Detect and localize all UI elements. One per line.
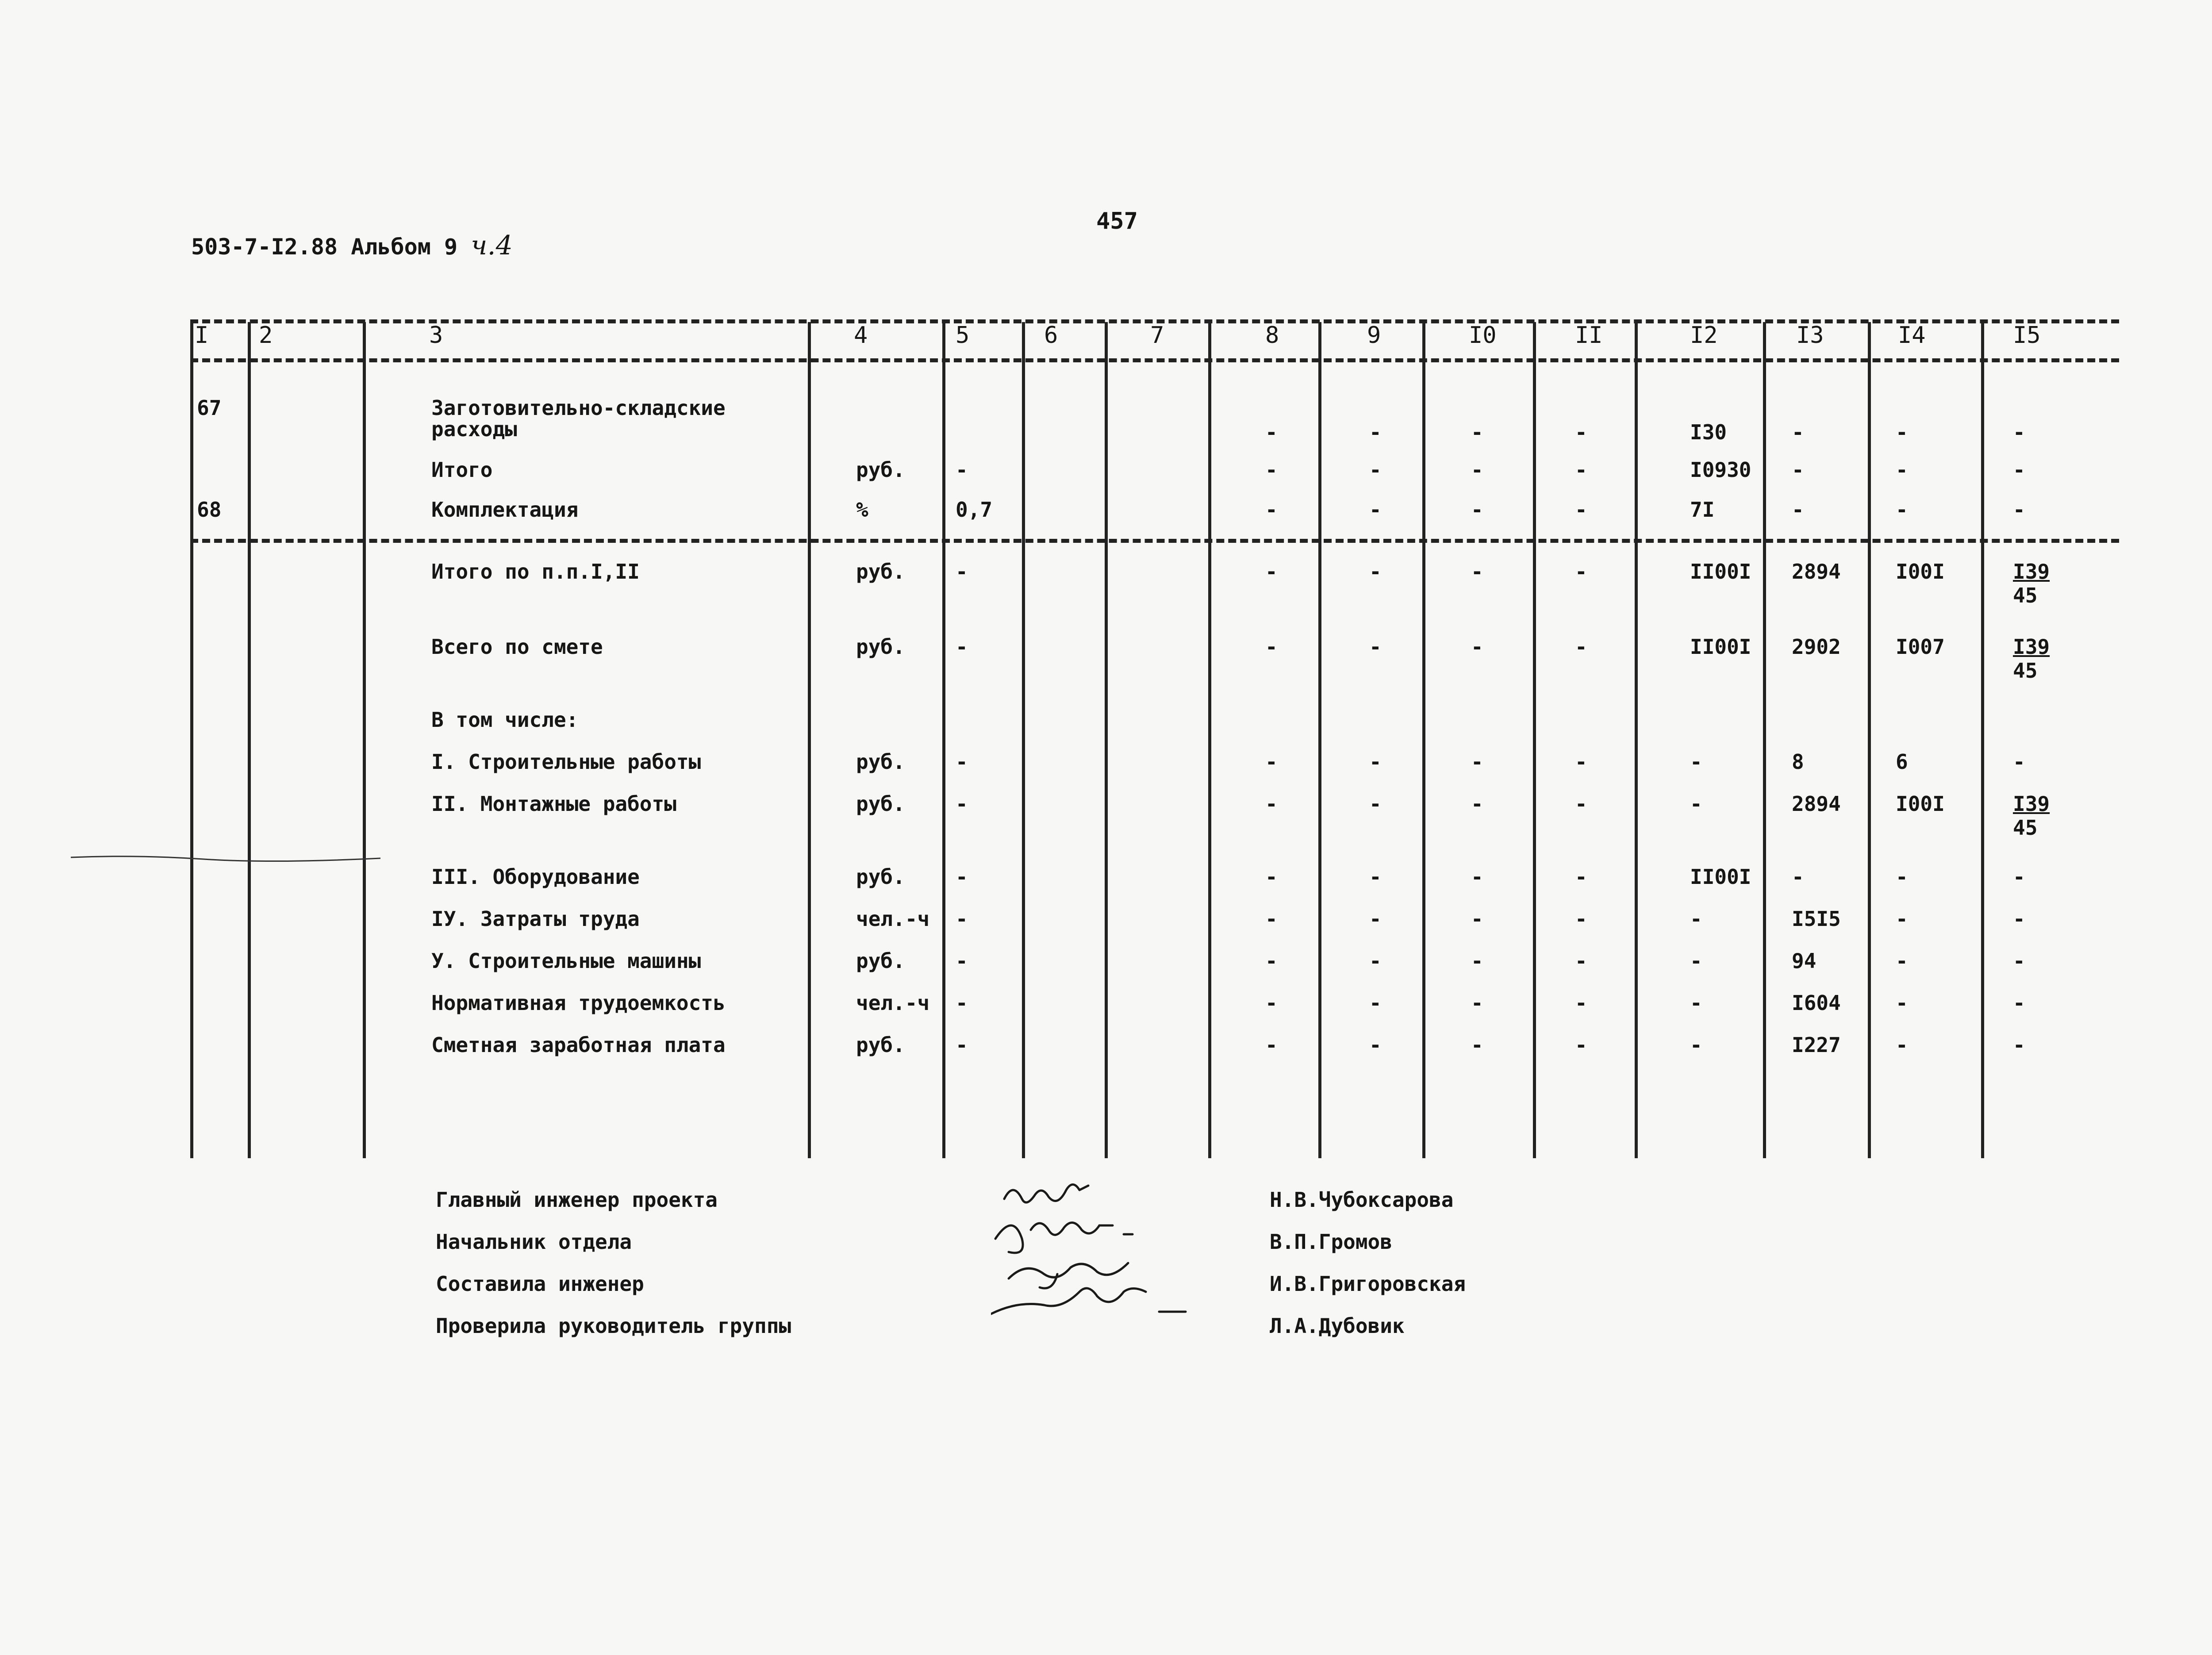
cell-c8: - bbox=[1265, 949, 1278, 973]
cell-c5: - bbox=[956, 865, 968, 889]
cell-c8: - bbox=[1265, 991, 1278, 1015]
cell-c11: - bbox=[1575, 420, 1587, 444]
cell-c10: - bbox=[1471, 907, 1483, 931]
cell-name: Итого по п.п.I,II bbox=[431, 560, 640, 584]
cell-c11: - bbox=[1575, 750, 1587, 774]
cell-c13: I5I5 bbox=[1792, 907, 1841, 931]
cell-c14: I007 bbox=[1896, 635, 1945, 659]
cell-c5: - bbox=[956, 792, 968, 816]
col-header-13: I3 bbox=[1796, 322, 1824, 349]
cell-c5: - bbox=[956, 949, 968, 973]
cell-c4: руб. bbox=[856, 792, 905, 816]
cell-c9: - bbox=[1369, 1033, 1382, 1057]
cell-c11: - bbox=[1575, 949, 1587, 973]
cell-c14: 6 bbox=[1896, 750, 1908, 774]
col-header-5: 5 bbox=[956, 322, 970, 349]
cell-name: Комплектация bbox=[431, 498, 579, 522]
col-header-10: I0 bbox=[1469, 322, 1497, 349]
cell-c15: - bbox=[2013, 420, 2025, 444]
cell-c11: - bbox=[1575, 907, 1587, 931]
cell-c9: - bbox=[1369, 420, 1382, 444]
cell-c13: I604 bbox=[1792, 991, 1841, 1015]
cell-c9: - bbox=[1369, 907, 1382, 931]
stray-pen-stroke bbox=[71, 854, 380, 863]
signature-role: Главный инженер проекта bbox=[436, 1188, 718, 1212]
cell-c13: 2894 bbox=[1792, 560, 1841, 584]
cell-c12: 7I bbox=[1690, 498, 1715, 522]
table-section-rule bbox=[190, 539, 2119, 543]
cell-c12: - bbox=[1690, 792, 1702, 816]
cell-c15: - bbox=[2013, 1033, 2025, 1057]
handwritten-signatures-image bbox=[991, 1172, 1221, 1332]
cell-name: Нормативная трудоемкость bbox=[431, 991, 726, 1015]
cell-c4: руб. bbox=[856, 1033, 905, 1057]
cell-c12: - bbox=[1690, 991, 1702, 1015]
cell-name: У. Строительные машины bbox=[431, 949, 701, 973]
fraction-denominator: 45 bbox=[2013, 584, 2038, 607]
cell-c8: - bbox=[1265, 792, 1278, 816]
cell-c15: - bbox=[2013, 865, 2025, 889]
cell-c12: I0930 bbox=[1690, 458, 1751, 482]
cell-name: Заготовительно-складские bbox=[431, 396, 726, 420]
cell-name: Сметная заработная плата bbox=[431, 1033, 726, 1057]
cell-c10: - bbox=[1471, 865, 1483, 889]
cell-c13: - bbox=[1792, 498, 1804, 522]
cell-c4: руб. bbox=[856, 865, 905, 889]
cell-c11: - bbox=[1575, 792, 1587, 816]
cell-c13: - bbox=[1792, 865, 1804, 889]
col-header-3: 3 bbox=[429, 322, 443, 349]
cell-c4: руб. bbox=[856, 949, 905, 973]
cell-c14: I00I bbox=[1896, 792, 1945, 816]
cell-c12: - bbox=[1690, 750, 1702, 774]
cell-c8: - bbox=[1265, 458, 1278, 482]
col-header-2: 2 bbox=[259, 322, 273, 349]
cell-c13: 2902 bbox=[1792, 635, 1841, 659]
cell-c4: руб. bbox=[856, 458, 905, 482]
cell-c15-fraction bbox=[2013, 792, 2050, 840]
cell-c11: - bbox=[1575, 991, 1587, 1015]
cell-c14: - bbox=[1896, 949, 1908, 973]
col-header-6: 6 bbox=[1044, 322, 1058, 349]
cell-c11: - bbox=[1575, 1033, 1587, 1057]
col-header-1: I bbox=[195, 322, 209, 349]
cell-c9: - bbox=[1369, 635, 1382, 659]
cell-c5: - bbox=[956, 560, 968, 584]
cell-c14: - bbox=[1896, 907, 1908, 931]
fraction-denominator: 45 bbox=[2013, 659, 2038, 683]
col-header-4: 4 bbox=[854, 322, 868, 349]
col-header-14: I4 bbox=[1898, 322, 1926, 349]
cell-c9: - bbox=[1369, 498, 1382, 522]
fraction-numerator: I39 bbox=[2013, 560, 2050, 584]
cell-c10: - bbox=[1471, 560, 1483, 584]
cell-name: Итого bbox=[431, 458, 493, 482]
cell-c5: - bbox=[956, 907, 968, 931]
cell-c8: - bbox=[1265, 865, 1278, 889]
cell-c4: чел.-ч bbox=[856, 991, 930, 1015]
cell-c15: - bbox=[2013, 991, 2025, 1015]
cell-name2: расходы bbox=[431, 417, 517, 441]
cell-c14: I00I bbox=[1896, 560, 1945, 584]
cell-c12: I30 bbox=[1690, 420, 1727, 444]
cell-c10: - bbox=[1471, 792, 1483, 816]
signature-name: В.П.Громов bbox=[1270, 1230, 1392, 1254]
cell-c13: - bbox=[1792, 458, 1804, 482]
cell-c5: - bbox=[956, 635, 968, 659]
cell-c4: % bbox=[856, 498, 868, 522]
cell-c15: - bbox=[2013, 498, 2025, 522]
cell-c8: - bbox=[1265, 907, 1278, 931]
page-number: 457 bbox=[1096, 208, 1138, 234]
cell-c13: I227 bbox=[1792, 1033, 1841, 1057]
cell-c8: - bbox=[1265, 635, 1278, 659]
cell-c10: - bbox=[1471, 949, 1483, 973]
cell-c9: - bbox=[1369, 560, 1382, 584]
cell-c11: - bbox=[1575, 458, 1587, 482]
cell-name: II. Монтажные работы bbox=[431, 792, 676, 816]
cell-c11: - bbox=[1575, 498, 1587, 522]
cell-c14: - bbox=[1896, 1033, 1908, 1057]
cell-c14: - bbox=[1896, 420, 1908, 444]
cell-c10: - bbox=[1471, 750, 1483, 774]
cell-c12: II00I bbox=[1690, 560, 1751, 584]
cell-c13: - bbox=[1792, 420, 1804, 444]
cell-c13: 2894 bbox=[1792, 792, 1841, 816]
cell-c9: - bbox=[1369, 458, 1382, 482]
cell-c13: 8 bbox=[1792, 750, 1804, 774]
cell-c11: - bbox=[1575, 865, 1587, 889]
cell-c12: II00I bbox=[1690, 865, 1751, 889]
cell-c9: - bbox=[1369, 949, 1382, 973]
cell-c10: - bbox=[1471, 991, 1483, 1015]
cell-c12: - bbox=[1690, 907, 1702, 931]
cell-c9: - bbox=[1369, 865, 1382, 889]
cell-c14: - bbox=[1896, 498, 1908, 522]
cell-c15: - bbox=[2013, 949, 2025, 973]
table-header-rule bbox=[190, 358, 2119, 362]
cell-c15-fraction bbox=[2013, 560, 2050, 607]
cell-c8: - bbox=[1265, 560, 1278, 584]
cell-c10: - bbox=[1471, 635, 1483, 659]
cell-c8: - bbox=[1265, 1033, 1278, 1057]
document-code-text: 503-7-I2.88 Альбом 9 bbox=[191, 234, 458, 260]
cell-c15-fraction bbox=[2013, 635, 2050, 683]
cell-c8: - bbox=[1265, 750, 1278, 774]
signature-role: Составила инженер bbox=[436, 1272, 644, 1296]
cell-c5: - bbox=[956, 750, 968, 774]
cell-c12: - bbox=[1690, 949, 1702, 973]
fraction-denominator: 45 bbox=[2013, 816, 2038, 840]
cell-c8: - bbox=[1265, 420, 1278, 444]
cell-c9: - bbox=[1369, 750, 1382, 774]
document-code bbox=[191, 230, 513, 261]
cell-c5: - bbox=[956, 991, 968, 1015]
signature-role: Проверила руководитель группы bbox=[436, 1314, 791, 1338]
cell-c9: - bbox=[1369, 792, 1382, 816]
cell-c4: чел.-ч bbox=[856, 907, 930, 931]
col-header-7: 7 bbox=[1150, 322, 1164, 349]
cell-c12: II00I bbox=[1690, 635, 1751, 659]
signature-name: И.В.Григоровская bbox=[1270, 1272, 1466, 1296]
cell-c10: - bbox=[1471, 498, 1483, 522]
cell-c10: - bbox=[1471, 420, 1483, 444]
cell-c5: - bbox=[956, 458, 968, 482]
cell-c15: - bbox=[2013, 458, 2025, 482]
cell-name: III. Оборудование bbox=[431, 865, 640, 889]
cell-name: I. Строительные работы bbox=[431, 750, 701, 774]
cell-name: В том числе: bbox=[431, 708, 579, 732]
cell-c4: руб. bbox=[856, 750, 905, 774]
cell-c10: - bbox=[1471, 1033, 1483, 1057]
fraction-numerator: I39 bbox=[2013, 792, 2050, 816]
cell-n: 68 bbox=[197, 498, 222, 522]
handwritten-part-mark: ч.4 bbox=[471, 230, 513, 261]
cell-c13: 94 bbox=[1792, 949, 1816, 973]
col-header-11: II bbox=[1575, 322, 1603, 349]
col-header-9: 9 bbox=[1367, 322, 1381, 349]
cell-c11: - bbox=[1575, 560, 1587, 584]
cell-c5: - bbox=[956, 1033, 968, 1057]
cell-name: IУ. Затраты труда bbox=[431, 907, 640, 931]
cell-c14: - bbox=[1896, 991, 1908, 1015]
signature-role: Начальник отдела bbox=[436, 1230, 632, 1254]
cell-c8: - bbox=[1265, 498, 1278, 522]
cell-c5: 0,7 bbox=[956, 498, 993, 522]
cell-c4: руб. bbox=[856, 560, 905, 584]
cell-c9: - bbox=[1369, 991, 1382, 1015]
cell-c15: - bbox=[2013, 907, 2025, 931]
col-header-15: I5 bbox=[2013, 322, 2041, 349]
cell-c10: - bbox=[1471, 458, 1483, 482]
cell-c15: - bbox=[2013, 750, 2025, 774]
fraction-numerator: I39 bbox=[2013, 635, 2050, 659]
cell-c11: - bbox=[1575, 635, 1587, 659]
cell-c4: руб. bbox=[856, 635, 905, 659]
col-header-12: I2 bbox=[1690, 322, 1718, 349]
signature-name: Л.А.Дубовик bbox=[1270, 1314, 1405, 1338]
cell-c12: - bbox=[1690, 1033, 1702, 1057]
cell-c14: - bbox=[1896, 458, 1908, 482]
cell-name: Всего по смете bbox=[431, 635, 603, 659]
cell-c14: - bbox=[1896, 865, 1908, 889]
col-header-8: 8 bbox=[1265, 322, 1279, 349]
cell-n: 67 bbox=[197, 396, 222, 420]
signature-name: Н.В.Чубоксарова bbox=[1270, 1188, 1454, 1212]
